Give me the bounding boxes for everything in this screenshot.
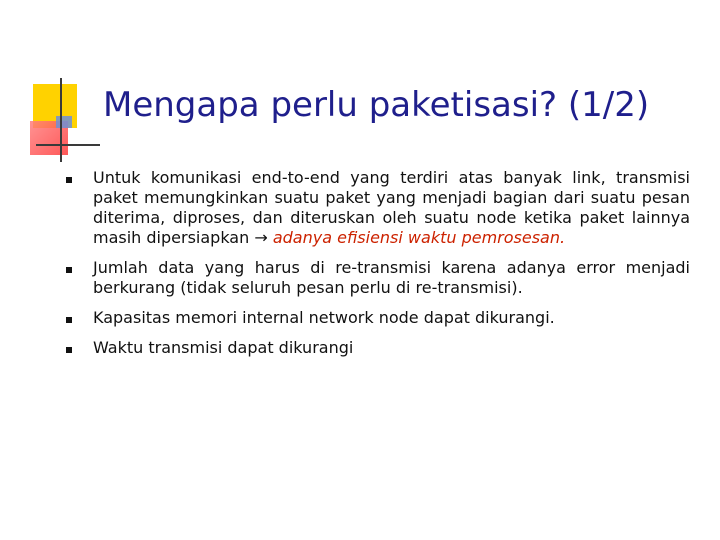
slide-title: Mengapa perlu paketisasi? (1/2) <box>103 85 650 125</box>
deco-blue-square <box>56 116 72 128</box>
bullet-text-2: Jumlah data yang harus di re-transmisi karena adanya error menjadi berkurang (tidak seluruh pesan perlu di re-transmisi). <box>93 258 690 297</box>
bullet-text-1: Untuk komunikasi end-to-end yang terdiri atas banyak link, transmisi paket memungkinkan suatu paket yang menjadi bagian dari suatu pesan diterima, diproses, dan diteruskan oleh suatu node ketika paket lainnya masih dipersiapkan <box>93 168 690 247</box>
arrow-right-icon: → <box>254 228 273 247</box>
slide-logo-decoration <box>30 78 100 162</box>
deco-vertical-line <box>60 78 62 162</box>
bullet-text-3: Kapasitas memori internal network node dapat dikurangi. <box>93 308 555 327</box>
square-bullet-icon <box>66 177 72 183</box>
deco-horizontal-line <box>36 144 100 146</box>
bullet-item-4 <box>60 338 690 358</box>
bullet-item-1 <box>60 168 690 248</box>
square-bullet-icon <box>66 317 72 323</box>
bullet-item-2 <box>60 258 690 298</box>
square-bullet-icon <box>66 347 72 353</box>
square-bullet-icon <box>66 267 72 273</box>
bullet-list <box>60 168 690 368</box>
bullet-emphasis-1: adanya efisiensi waktu pemrosesan. <box>272 228 566 247</box>
bullet-item-3 <box>60 308 690 328</box>
bullet-text-4: Waktu transmisi dapat dikurangi <box>93 338 354 357</box>
